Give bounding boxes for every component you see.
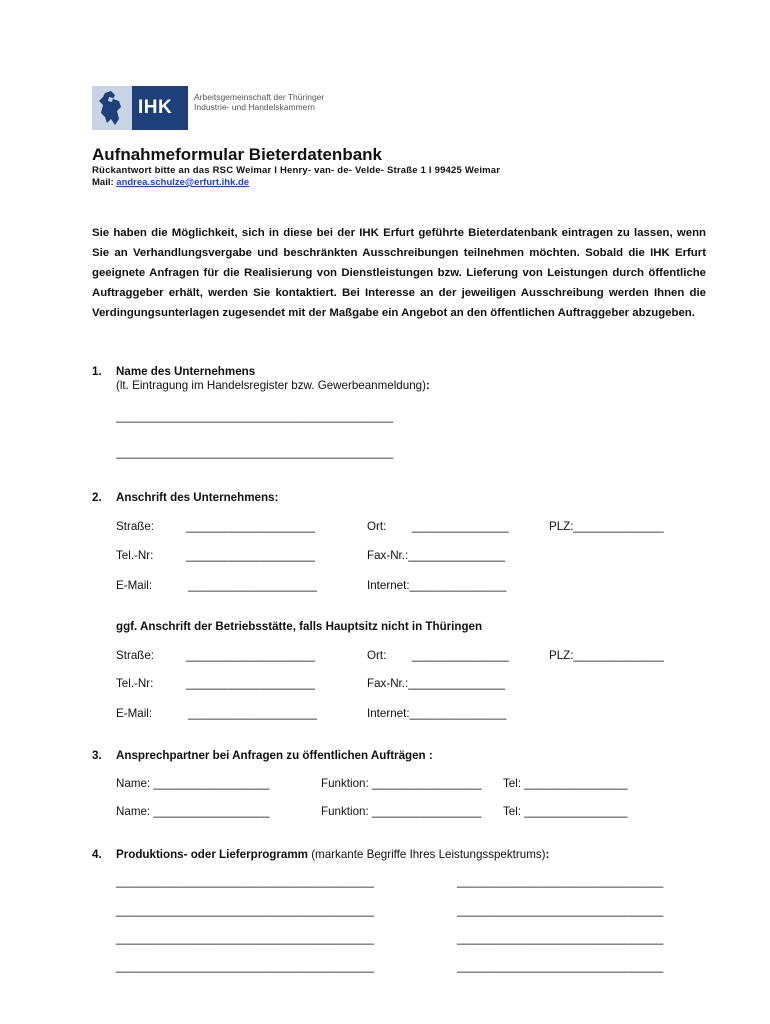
logo-line-1: Arbeitsgemeinschaft der Thüringer xyxy=(194,92,325,102)
logo-box xyxy=(92,86,188,130)
contact-1-funktion-field[interactable] xyxy=(321,777,482,790)
contact-2-tel-blank: ________________ xyxy=(524,805,628,818)
branch-email-field[interactable]: ____________________ xyxy=(188,707,317,720)
contact-1-name-blank: __________________ xyxy=(153,777,270,790)
program-line-right-2[interactable]: ________________________________ xyxy=(457,904,664,917)
branch-fax-blank: _______________ xyxy=(408,677,505,690)
brand-text: IHK xyxy=(138,97,173,118)
contact-1-tel-field[interactable] xyxy=(503,777,627,790)
program-line-right-4[interactable]: ________________________________ xyxy=(457,960,664,973)
plz-label: PLZ: xyxy=(549,520,574,533)
fax-field[interactable] xyxy=(367,549,505,562)
branch-tel-field[interactable]: ____________________ xyxy=(186,677,315,690)
company-name-line-2[interactable]: ___________________________________________ xyxy=(116,446,394,459)
internet-field[interactable] xyxy=(367,579,506,592)
section-2-title: Anschrift des Unternehmens: xyxy=(116,491,279,504)
contact-2-funktion-label: Funktion: xyxy=(321,805,369,818)
contact-1-name-label: Name: xyxy=(116,777,151,790)
contact-1-tel-label: Tel: xyxy=(503,777,522,790)
internet-blank: _______________ xyxy=(409,579,507,592)
contact-1-tel-blank: ________________ xyxy=(524,777,628,790)
plz-blank: ______________ xyxy=(573,520,664,533)
program-line-right-1[interactable]: ________________________________ xyxy=(457,875,664,888)
section-1-colon: : xyxy=(425,379,430,392)
contact-2-funktion-field[interactable] xyxy=(321,805,482,818)
intro-paragraph: Sie haben die Möglichkeit, sich in diese bei der IHK Erfurt geführte Bieterdatenbank eintragen zu lassen, wenn Sie an Verhandlungsvergabe und beschränkten Ausschreibungen teilnehmen möchten. Sobald die IHK Erfurt geeignete Anfragen für die Realisierung von Dienstleistungen bzw. Lieferung von Leistungen durch öffentliche Auftraggeber erhält, werden Sie kontaktiert. Bei Interesse an der jeweiligen Ausschreibung werden Ihnen die Verdingungsunterlagen zugesendet mit der Maßgabe ein Angebot an den öffentlichen Auftraggeber abzugeben. xyxy=(92,227,706,319)
email-field[interactable]: ____________________ xyxy=(188,579,317,592)
section-2-number: 2. xyxy=(92,491,102,504)
branch-plz-field[interactable] xyxy=(549,649,664,662)
branch-strasse-field[interactable]: ____________________ xyxy=(186,649,315,662)
strasse-label: Straße: xyxy=(116,520,155,533)
section-4-title: Produktions- oder Lieferprogramm xyxy=(116,848,308,861)
company-name-line-1[interactable]: ___________________________________________ xyxy=(116,410,394,423)
program-line-left-1[interactable]: ________________________________________ xyxy=(116,875,374,888)
page-title: Aufnahmeformular Bieterdatenbank xyxy=(92,145,382,164)
branch-fax-label: Fax-Nr.: xyxy=(367,677,409,690)
mail-link[interactable]: andrea.schulze@erfurt.ihk.de xyxy=(116,177,250,188)
ort-label: Ort: xyxy=(367,520,387,533)
mail-line xyxy=(92,177,249,188)
branch-ort-field[interactable]: _______________ xyxy=(412,649,509,662)
fax-blank: _______________ xyxy=(408,549,505,562)
contact-1-funktion-label: Funktion: xyxy=(321,777,369,790)
section-1-title: Name des Unternehmens xyxy=(116,365,256,378)
branch-email-label: E-Mail: xyxy=(116,707,153,720)
section-1-note-text: (lt. Eintragung im Handelsregister bzw. Gewerbeanmeldung) xyxy=(116,379,426,392)
branch-ort-label: Ort: xyxy=(367,649,387,662)
section-1-note xyxy=(116,379,430,392)
fax-label: Fax-Nr.: xyxy=(367,549,409,562)
ihk-logo xyxy=(92,86,324,130)
internet-label: Internet: xyxy=(367,579,410,592)
contact-2-name-blank: __________________ xyxy=(153,805,270,818)
contact-1-name-field[interactable] xyxy=(116,777,269,790)
branch-strasse-label: Straße: xyxy=(116,649,155,662)
program-line-right-3[interactable]: ________________________________ xyxy=(457,932,664,945)
contact-1-funktion-blank: _________________ xyxy=(371,777,482,790)
section-1-number: 1. xyxy=(92,365,102,378)
branch-internet-field[interactable] xyxy=(367,707,506,720)
branch-plz-label: PLZ: xyxy=(549,649,574,662)
ort-field[interactable]: _______________ xyxy=(412,520,509,533)
contact-2-tel-label: Tel: xyxy=(503,805,522,818)
strasse-field[interactable]: ____________________ xyxy=(186,520,315,533)
branch-plz-blank: ______________ xyxy=(573,649,664,662)
plz-field[interactable] xyxy=(549,520,664,533)
lion-emblem-icon xyxy=(92,86,132,130)
email-label: E-Mail: xyxy=(116,579,153,592)
section-3-number: 3. xyxy=(92,749,102,762)
tel-field[interactable]: ____________________ xyxy=(186,549,315,562)
branch-address-title: ggf. Anschrift der Betriebsstätte, falls Hauptsitz nicht in Thüringen xyxy=(116,620,483,633)
program-line-left-4[interactable]: ________________________________________ xyxy=(116,960,374,973)
contact-2-name-label: Name: xyxy=(116,805,151,818)
section-4-number: 4. xyxy=(92,848,102,861)
section-4-note: (markante Begriffe Ihres Leistungsspektrums) xyxy=(307,848,546,861)
section-3-title: Ansprechpartner bei Anfragen zu öffentlichen Aufträgen : xyxy=(116,749,433,762)
contact-2-tel-field[interactable] xyxy=(503,805,627,818)
section-4-colon: : xyxy=(545,848,550,861)
program-line-left-3[interactable]: ________________________________________ xyxy=(116,932,374,945)
branch-internet-blank: _______________ xyxy=(409,707,507,720)
tel-label: Tel.-Nr: xyxy=(116,549,154,562)
branch-fax-field[interactable] xyxy=(367,677,505,690)
reply-address: Rückantwort bitte an das RSC Weimar I Henry- van- de- Velde- Straße 1 I 99425 Weimar xyxy=(92,165,501,176)
contact-2-name-field[interactable] xyxy=(116,805,269,818)
branch-internet-label: Internet: xyxy=(367,707,410,720)
program-line-left-2[interactable]: ________________________________________ xyxy=(116,904,374,917)
contact-2-funktion-blank: _________________ xyxy=(371,805,482,818)
branch-tel-label: Tel.-Nr: xyxy=(116,677,154,690)
section-4-heading xyxy=(116,848,549,861)
logo-line-2: Industrie- und Handelskammern xyxy=(194,102,315,112)
mail-label: Mail: xyxy=(92,177,117,188)
logo-caption xyxy=(194,86,324,130)
